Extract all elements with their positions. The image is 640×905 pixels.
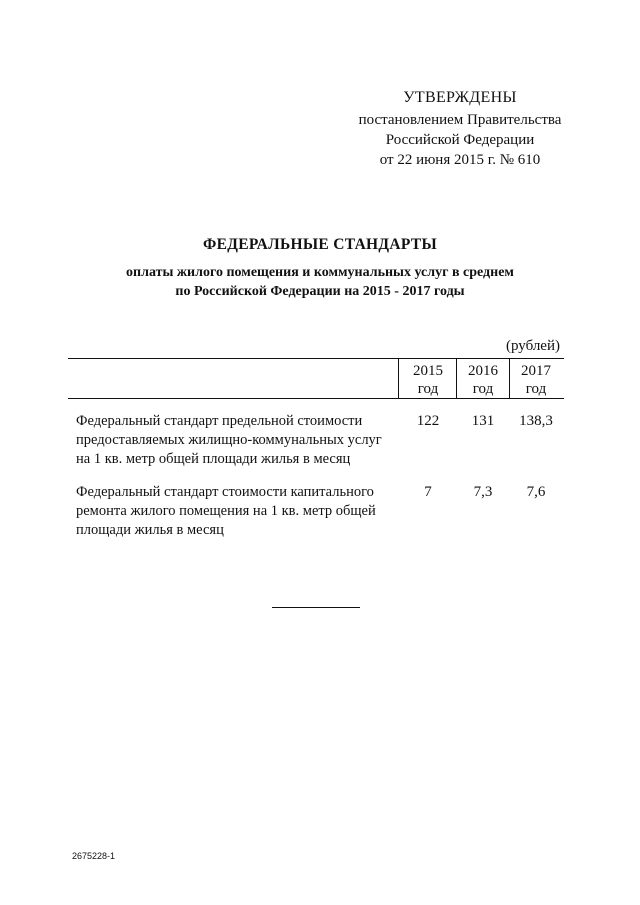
end-divider: [272, 607, 360, 608]
row-label-line: на 1 кв. метр общей площади жилья в месяц: [76, 451, 351, 467]
column-header-year: 2017: [521, 363, 551, 379]
table-cell-value: 138,3: [519, 413, 553, 429]
row-label-line: Федеральный стандарт стоимости капитального: [76, 484, 374, 500]
column-header-unit: год: [472, 381, 494, 397]
subtitle-line-1: оплаты жилого помещения и коммунальных услуг в среднем: [126, 265, 514, 280]
column-header-2016: [455, 362, 511, 398]
table-row-label: [76, 412, 396, 469]
column-header-year: 2015: [413, 363, 443, 379]
document-code: 2675228-1: [72, 851, 116, 861]
row-label-line: предоставляемых жилищно-коммунальных услуг: [76, 432, 382, 448]
subtitle-line-2: по Российской Федерации на 2015 - 2017 годы: [175, 284, 465, 299]
table-header-rule: [68, 398, 564, 399]
table-row-label: [76, 483, 396, 540]
column-header-year: 2016: [468, 363, 498, 379]
table-cell-value: 131: [471, 413, 495, 429]
unit-label: (рублей): [505, 338, 560, 354]
table-cell-value: 7,3: [473, 484, 493, 500]
column-header-2017: [508, 362, 564, 398]
table-cell-value: 7: [424, 484, 432, 500]
table-cell-value: 122: [416, 413, 440, 429]
document-subtitle: [0, 263, 640, 301]
approval-heading: УТВЕРЖДЕНЫ: [403, 89, 517, 106]
row-label-line: ремонта жилого помещения на 1 кв. метр общей: [76, 503, 376, 519]
approval-block: [340, 88, 580, 170]
column-header-unit: год: [525, 381, 547, 397]
column-divider-1: [398, 358, 399, 398]
row-label-line: площади жилья в месяц: [76, 522, 224, 538]
column-header-2015: [400, 362, 456, 398]
approval-line-3: от 22 июня 2015 г. № 610: [379, 152, 541, 168]
row-label-line: Федеральный стандарт предельной стоимости: [76, 413, 363, 429]
table-top-rule: [68, 358, 564, 359]
approval-line-2: Российской Федерации: [385, 132, 535, 148]
approval-line-1: постановлением Правительства: [358, 112, 562, 128]
column-header-unit: год: [417, 381, 439, 397]
document-title: ФЕДЕРАЛЬНЫЕ СТАНДАРТЫ: [202, 236, 437, 253]
table-cell-value: 7,6: [526, 484, 546, 500]
